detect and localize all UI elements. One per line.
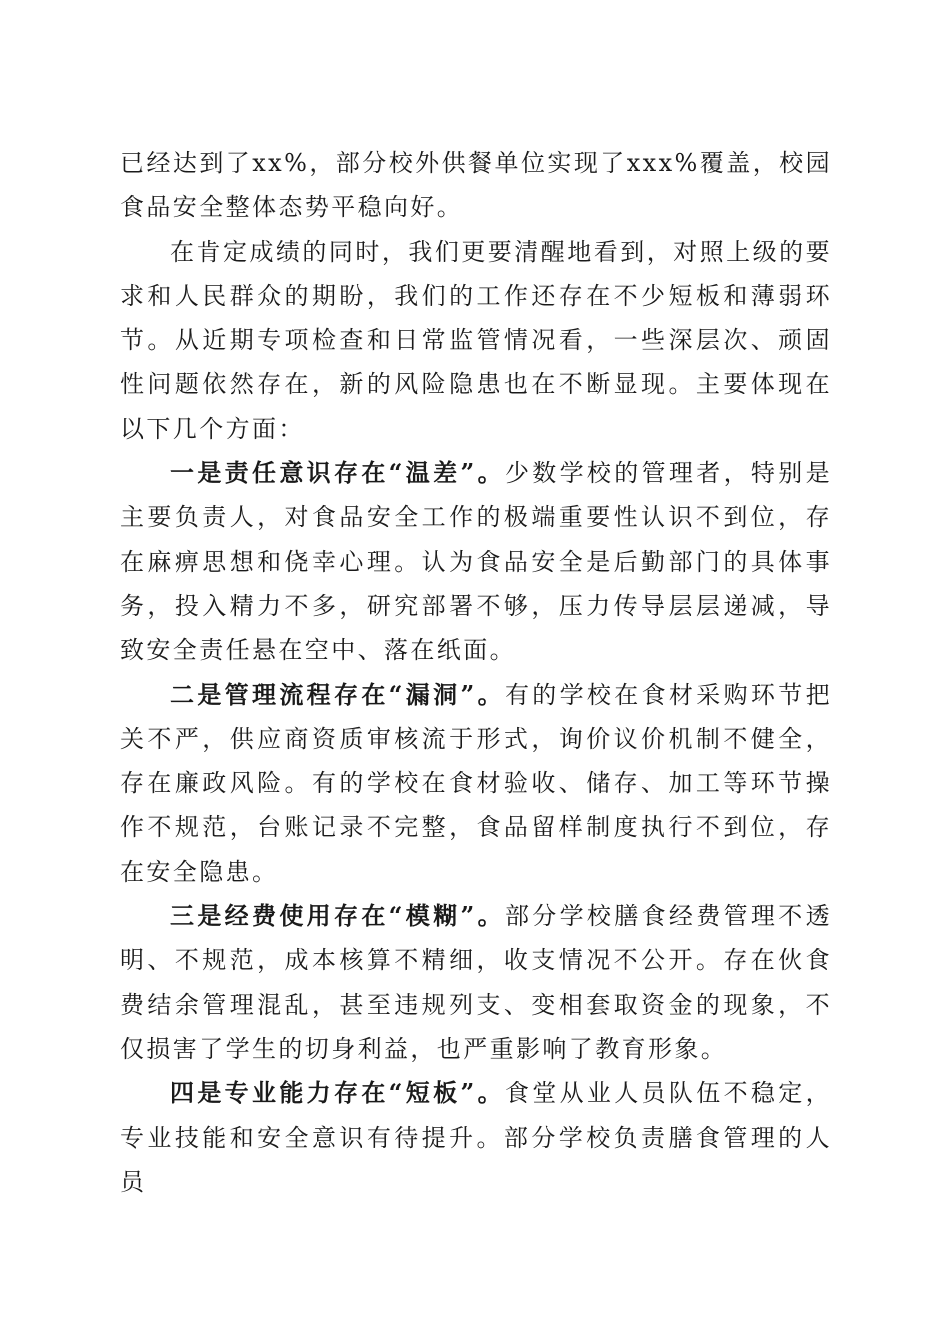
paragraph-4 xyxy=(120,673,832,894)
paragraph-6-text: 食堂从业人员队伍不稳定，专业技能和安全意识有待提升。部分学校负责膳食管理的人员 xyxy=(120,1079,832,1196)
paragraph-3-lead: 一是责任意识存在“温差”。 xyxy=(170,458,505,488)
paragraph-4-text: 有的学校在食材采购环节把关不严，供应商资质审核流于形式，询价议价机制不健全，存在廉政风险。有的学校在食材验收、储存、加工等环节操作不规范，台账记录不完整，食品留样制度执行不到位，存在安全隐患。 xyxy=(120,680,832,886)
paragraph-3 xyxy=(120,451,832,672)
paragraph-5 xyxy=(120,894,832,1071)
document-page xyxy=(120,141,832,1204)
paragraph-1-text: 已经达到了xx%，部分校外供餐单位实现了xxx%覆盖，校园食品安全整体态势平稳向好。 xyxy=(120,149,832,222)
paragraph-6-lead: 四是专业能力存在“短板”。 xyxy=(170,1078,505,1108)
paragraph-5-lead: 三是经费使用存在“模糊”。 xyxy=(170,901,505,931)
paragraph-3-text: 少数学校的管理者，特别是主要负责人，对食品安全工作的极端重要性认识不到位，存在麻痹思想和侥幸心理。认为食品安全是后勤部门的具体事务，投入精力不多，研究部署不够，压力传导层层递减，导致安全责任悬在空中、落在纸面。 xyxy=(120,459,832,665)
paragraph-1 xyxy=(120,141,832,230)
paragraph-2 xyxy=(120,230,832,451)
paragraph-4-lead: 二是管理流程存在“漏洞”。 xyxy=(170,679,505,709)
paragraph-2-text: 在肯定成绩的同时，我们更要清醒地看到，对照上级的要求和人民群众的期盼，我们的工作还存在不少短板和薄弱环节。从近期专项检查和日常监管情况看，一些深层次、顽固性问题依然存在，新的风险隐患也在不断显现。主要体现在以下几个方面： xyxy=(120,237,832,443)
paragraph-5-text: 部分学校膳食经费管理不透明、不规范，成本核算不精细，收支情况不公开。存在伙食费结余管理混乱，甚至违规列支、变相套取资金的现象，不仅损害了学生的切身利益，也严重影响了教育形象。 xyxy=(120,902,832,1063)
paragraph-6 xyxy=(120,1071,832,1204)
